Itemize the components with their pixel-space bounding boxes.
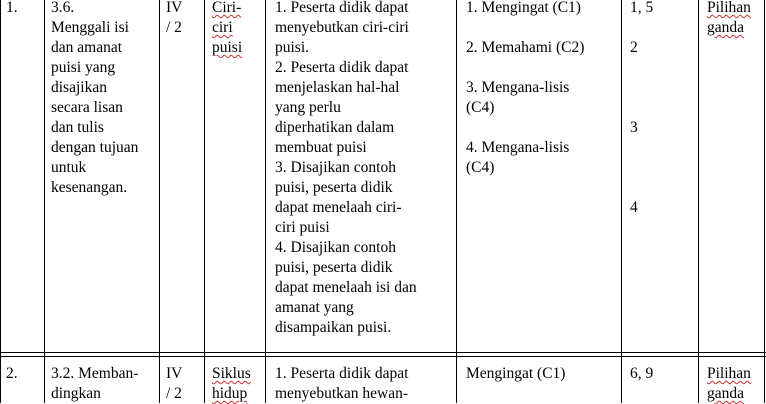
- grid-line: [621, 0, 622, 403]
- kd-line: 3.6.: [51, 0, 75, 16]
- grid-line: [0, 0, 1, 403]
- row2-kelas-semester: [166, 364, 182, 404]
- indikator-line: 1. Peserta didik dapat: [275, 0, 409, 16]
- indikator-line: disampaikan puisi.: [275, 319, 392, 336]
- bentuk-line: ganda: [707, 19, 745, 36]
- row2-bentuk-soal: [707, 364, 751, 404]
- kd-line: secara lisan: [51, 99, 123, 116]
- grid-line: [159, 0, 160, 403]
- nomor-soal-line: 4: [630, 199, 638, 216]
- grid-line: [265, 0, 266, 403]
- materi-line: ciri: [212, 19, 233, 36]
- indikator-line: puisi.: [275, 39, 310, 56]
- indikator-line: 3. Disajikan contoh: [275, 159, 396, 176]
- level-line: 2. Memahami (C2): [466, 39, 585, 56]
- kd-line: puisi yang: [51, 59, 116, 76]
- kelas-line: IV: [166, 365, 183, 382]
- grid-line: [0, 356, 766, 357]
- materi-line: Siklus: [212, 365, 251, 382]
- indikator-line: menyebutkan hewan-: [275, 385, 408, 402]
- grid-line: [0, 352, 766, 353]
- nomor-soal-line: 2: [630, 39, 638, 56]
- grid-line: [204, 0, 205, 403]
- row2-indikator: [275, 364, 408, 404]
- indikator-line: dapat menelaah isi dan: [275, 279, 417, 296]
- row1-level-kognitif: [466, 0, 584, 178]
- kd-line: untuk: [51, 159, 87, 176]
- row1-indikator: [275, 0, 417, 338]
- indikator-line: 2. Peserta didik dapat: [275, 59, 409, 76]
- nomor-soal-line: 1, 5: [630, 0, 654, 16]
- indikator-line: puisi, peserta didik: [275, 259, 393, 276]
- kd-line: 3.2. Memban-: [51, 365, 139, 382]
- grid-line: [698, 0, 699, 403]
- indikator-line: yang perlu: [275, 99, 341, 116]
- kd-line: dingkan: [51, 385, 101, 402]
- level-line: 3. Mengana-lisis: [466, 79, 570, 96]
- indikator-line: puisi, peserta didik: [275, 179, 393, 196]
- indikator-line: diperhatikan dalam: [275, 119, 395, 136]
- row2-number: [6, 364, 18, 384]
- row1-nomor-soal: [630, 0, 653, 218]
- bentuk-line: Pilihan: [707, 0, 751, 16]
- kelas-line: IV: [166, 0, 183, 16]
- row-number-text: 2.: [6, 365, 18, 382]
- indikator-line: amanat yang: [275, 299, 354, 316]
- row1-number: [6, 0, 18, 18]
- row2-kompetensi-dasar: [51, 364, 138, 404]
- kd-line: disajikan: [51, 79, 107, 96]
- kd-line: dan tulis: [51, 119, 104, 136]
- kd-line: dengan tujuan: [51, 139, 139, 156]
- bentuk-line: Pilihan: [707, 365, 751, 382]
- indikator-line: dapat menelaah ciri-: [275, 199, 402, 216]
- indikator-line: menyebutkan ciri-ciri: [275, 19, 409, 36]
- row1-bentuk-soal: [707, 0, 751, 38]
- indikator-line: menjelaskan hal-hal: [275, 79, 400, 96]
- indikator-line: ciri puisi: [275, 219, 330, 236]
- row2-level-kognitif: [466, 364, 565, 384]
- row1-kompetensi-dasar: [51, 0, 138, 198]
- row1-materi: [212, 0, 242, 58]
- materi-line: hidup: [212, 385, 248, 402]
- level-line: 1. Mengingat (C1): [466, 0, 581, 16]
- row-number-text: 1.: [6, 0, 18, 16]
- level-line: 4. Mengana-lisis: [466, 139, 570, 156]
- row2-materi: [212, 364, 251, 404]
- indikator-line: 4. Disajikan contoh: [275, 239, 396, 256]
- level-line: (C4): [466, 99, 495, 116]
- materi-line: Ciri-: [212, 0, 242, 16]
- grid-line: [764, 0, 765, 403]
- materi-line: puisi: [212, 39, 243, 56]
- indikator-line: membuat puisi: [275, 139, 367, 156]
- row2-nomor-soal: [630, 364, 653, 384]
- kelas-line: / 2: [166, 19, 182, 36]
- indikator-line: 1. Peserta didik dapat: [275, 365, 409, 382]
- kelas-line: / 2: [166, 385, 182, 402]
- kd-line: kesenangan.: [51, 179, 128, 196]
- level-line: Mengingat (C1): [466, 365, 566, 382]
- nomor-soal-line: 6, 9: [630, 365, 654, 382]
- grid-line: [456, 0, 457, 403]
- grid-line: [44, 0, 45, 403]
- nomor-soal-line: 3: [630, 119, 638, 136]
- kd-line: Menggali isi: [51, 19, 129, 36]
- bentuk-line: ganda: [707, 385, 745, 402]
- row1-kelas-semester: [166, 0, 182, 38]
- kd-line: dan amanat: [51, 39, 123, 56]
- level-line: (C4): [466, 159, 495, 176]
